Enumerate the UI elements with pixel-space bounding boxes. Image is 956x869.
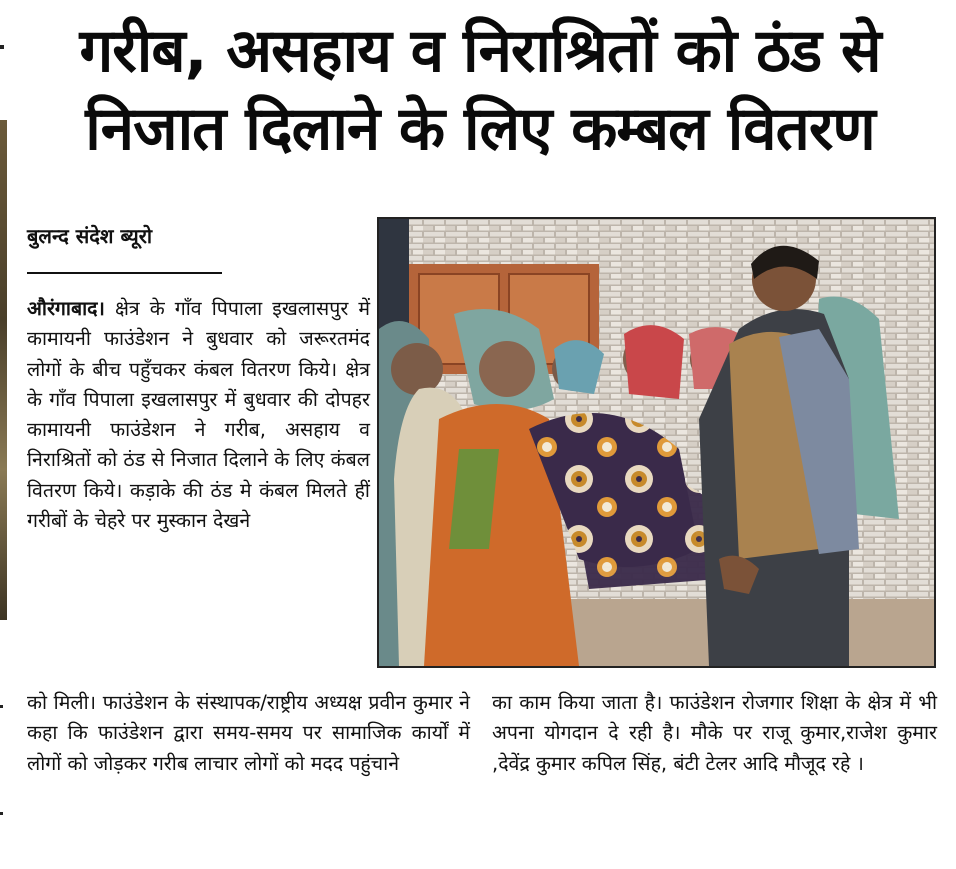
adjacent-text-fragment: [0, 45, 4, 49]
adjacent-text-fragment: [0, 705, 3, 708]
article-body-column-2: का काम किया जाता है। फाउंडेशन रोजगार शिक्षा के क्षेत्र में भी अपना योगदान दे रही है। मौके पर राजू कुमार,राजेश कुमार ,देवेंद्र कुमार कपिल सिंह, बंटी टेलर आदि मौजूद रहे ।: [492, 691, 937, 775]
byline-rule: [27, 272, 222, 274]
headline: [30, 12, 930, 168]
adjacent-text-fragment: [0, 812, 3, 815]
dateline: औरंगाबाद।: [27, 297, 105, 320]
headline-line-1: गरीब, असहाय व निराश्रितों को ठंड से: [79, 16, 881, 86]
article-body-column-1: [27, 294, 370, 536]
article-body-column-1-continued: को मिली। फाउंडेशन के संस्थापक/राष्ट्रीय अध्यक्ष प्रवीन कुमार ने कहा कि फाउंडेशन द्वारा समय-समय पर सामाजिक कार्यों में लोगों को जोड़कर गरीब लाचार लोगों को मदद पहुंचाने: [27, 691, 470, 775]
headline-line-2: निजात दिलाने के लिए कम्बल वितरण: [85, 94, 875, 164]
article-body-text: क्षेत्र के गाँव पिपाला इखलासपुर में कामायनी फाउंडेशन ने बुधवार को जरूरतमंद लोगों के बीच पहुँचकर कंबल वितरण किये। क्षेत्र के गाँव पिपाला इखलासपुर में बुधवार की दोपहर कामायनी फाउंडेशन ने गरीब, असहाय व निराश्रितों को ठंड से निजात दिलाने के लिए कंबल वितरण किये। कड़ाके की ठंड मे कंबल मिलते हीं गरीबों के चेहरे पर मुस्कान देखने: [27, 297, 370, 533]
adjacent-photo-edge: [0, 120, 7, 620]
byline: बुलन्द संदेश ब्यूरो: [27, 224, 153, 248]
news-photo-blanket-distribution: [377, 217, 936, 668]
